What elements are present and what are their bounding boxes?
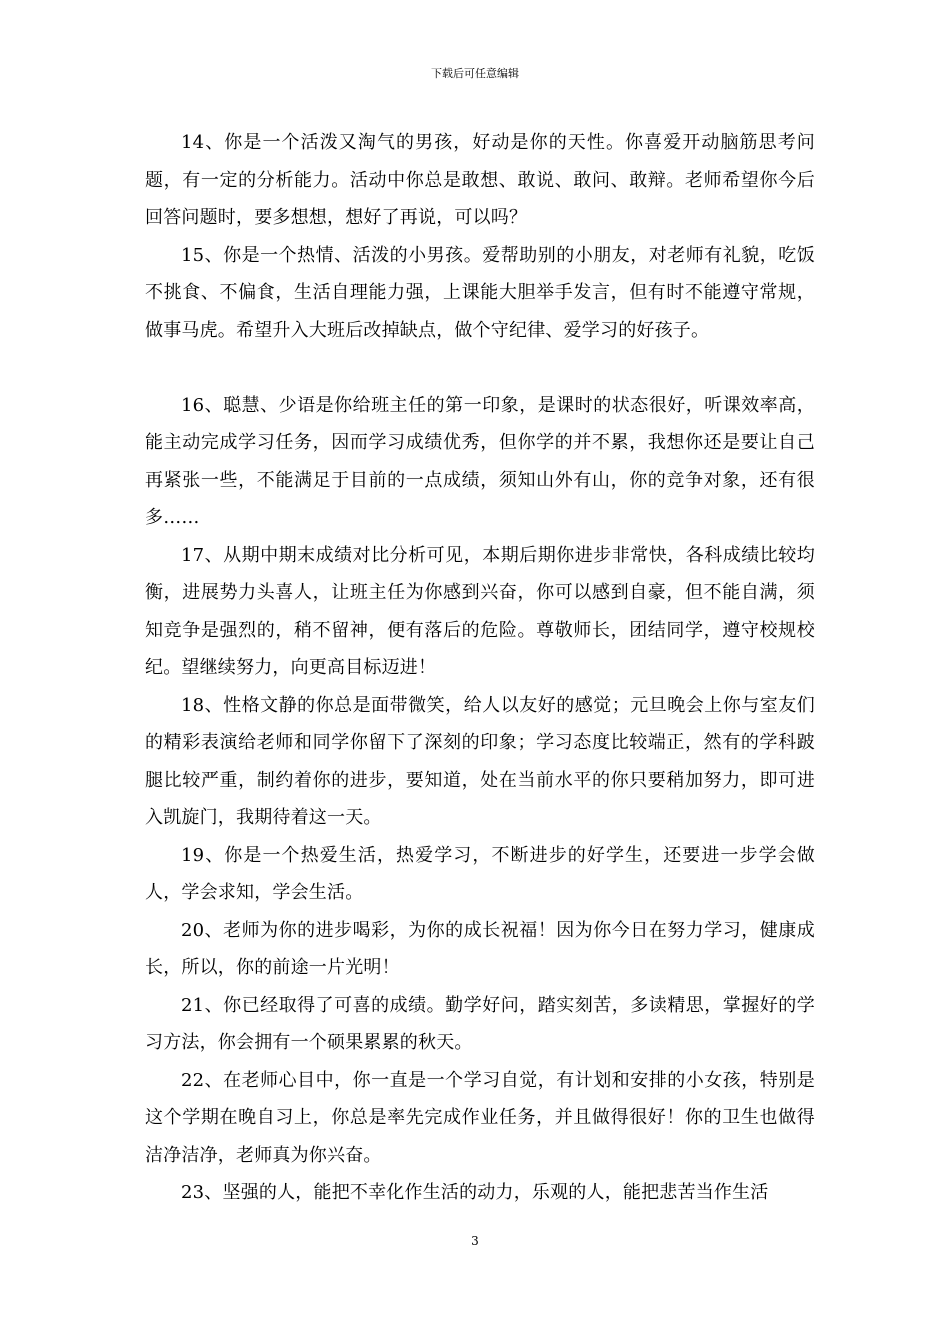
comment-paragraph-20: 20、老师为你的进步喝彩，为你的成长祝福！因为你今日在努力学习，健康成长，所以，你的前途一片光明！ [145,919,815,978]
comment-paragraph-21: 21、你已经取得了可喜的成绩。勤学好问，踏实刻苦，多读精思，掌握好的学习方法，你会拥有一个硕果累累的秋天。 [145,994,815,1053]
comment-paragraph-18: 18、性格文静的你总是面带微笑，给人以友好的感觉；元旦晚会上你与室友们的精彩表演给老师和同学你留下了深刻的印象；学习态度比较端正，然有的学科跛腿比较严重，制约着你的进步，要知道，处在当前水平的你只要稍加努力，即可进入凯旋门，我期待着这一天。 [145,694,815,828]
page-header: 下载后可任意编辑 [431,67,519,80]
comment-paragraph-22: 22、在老师心目中，你一直是一个学习自觉，有计划和安排的小女孩，特别是这个学期在晚自习上，你总是率先完成作业任务，并且做得很好！你的卫生也做得洁净洁净，老师真为你兴奋。 [145,1069,815,1166]
comment-paragraph-23: 23、坚强的人，能把不幸化作生活的动力，乐观的人，能把悲苦当作生活 [181,1182,769,1203]
comment-paragraph-19: 19、你是一个热爱生活，热爱学习，不断进步的好学生，还要进一步学会做人，学会求知，学会生活。 [145,844,815,903]
comment-paragraph-17: 17、从期中期末成绩对比分析可见，本期后期你进步非常快，各科成绩比较均衡，进展势力头喜人，让班主任为你感到兴奋，你可以感到自豪，但不能自满，须知竞争是强烈的，稍不留神，便有落后的危险。尊敬师长，团结同学，遵守校规校纪。望继续努力，向更高目标迈进！ [145,544,815,678]
comment-paragraph-14: 14、你是一个活泼又淘气的男孩，好动是你的天性。你喜爱开动脑筋思考问题，有一定的分析能力。活动中你总是敢想、敢说、敢问、敢辩。老师希望你今后回答问题时，要多想想，想好了再说，可以吗？ [145,132,815,228]
document-body [145,124,815,1212]
paragraph-spacer [145,349,815,387]
page-number: 3 [471,1234,479,1248]
comment-paragraph-16: 16、聪慧、少语是你给班主任的第一印象，是课时的状态很好，听课效率高，能主动完成学习任务，因而学习成绩优秀，但你学的并不累，我想你还是要让自己再紧张一些，不能满足于目前的一点成绩，须知山外有山，你的竞争对象，还有很多…… [145,394,815,528]
comment-paragraph-15: 15、你是一个热情、活泼的小男孩。爱帮助别的小朋友，对老师有礼貌，吃饭不挑食、不偏食，生活自理能力强，上课能大胆举手发言，但有时不能遵守常规，做事马虎。希望升入大班后改掉缺点，做个守纪律、爱学习的好孩子。 [145,244,815,341]
